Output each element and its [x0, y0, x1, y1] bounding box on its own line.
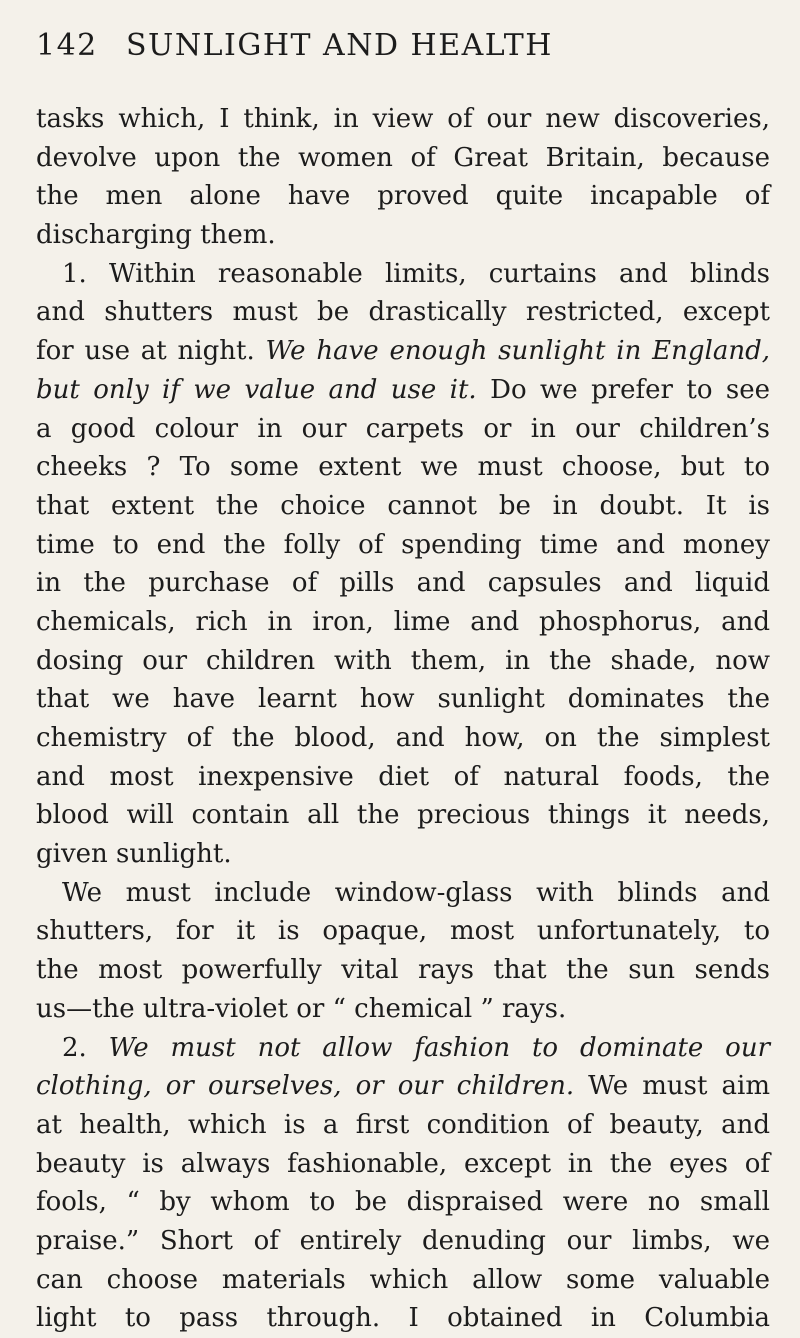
text-line: the men alone have proved quite incapable of [36, 177, 770, 216]
text-run: 2. [62, 1033, 109, 1063]
text-line: discharging them. [36, 216, 770, 255]
text-line: at health, which is a first condition of beauty, and [36, 1106, 770, 1145]
text-line: devolve upon the women of Great Britain, because [36, 139, 770, 178]
text-line [36, 371, 770, 410]
text-run: for use at night. [36, 336, 266, 366]
text-line: light to pass through. I obtained in Columbia [36, 1299, 770, 1338]
text-line [36, 1067, 770, 1106]
text-line: and shutters must be drastically restricted, except [36, 293, 770, 332]
text-line [36, 332, 770, 371]
text-line: beauty is always fashionable, except in the eyes of [36, 1145, 770, 1184]
paragraph-4 [36, 1029, 770, 1338]
page-number: 142 [36, 28, 126, 63]
italic-run: We must not allow fashion to dominate our [109, 1033, 770, 1063]
text-line: that we have learnt how sunlight dominates the [36, 680, 770, 719]
running-title: SUNLIGHT AND HEALTH [126, 28, 770, 63]
text-line: tasks which, I think, in view of our new discoveries, [36, 100, 770, 139]
text-run: Do we prefer to see [477, 375, 770, 405]
text-line: and most inexpensive diet of natural foods, the [36, 758, 770, 797]
text-line: dosing our children with them, in the shade, now [36, 642, 770, 681]
text-line: us—the ultra-violet or “ chemical ” rays. [36, 990, 770, 1029]
text-line: can choose materials which allow some valuable [36, 1261, 770, 1300]
text-line: time to end the folly of spending time and money [36, 526, 770, 565]
text-line: that extent the choice cannot be in doubt. It is [36, 487, 770, 526]
italic-run: but only if we value and use it. [36, 375, 477, 405]
text-line: praise.” Short of entirely denuding our limbs, we [36, 1222, 770, 1261]
running-head [36, 28, 770, 80]
body-text [36, 100, 770, 1338]
text-line: chemicals, rich in iron, lime and phosphorus, and [36, 603, 770, 642]
italic-run: clothing, or ourselves, or our children. [36, 1071, 574, 1101]
text-line: chemistry of the blood, and how, on the simplest [36, 719, 770, 758]
text-line: 1. Within reasonable limits, curtains and blinds [36, 255, 770, 294]
text-line: the most powerfully vital rays that the sun sends [36, 951, 770, 990]
text-line: a good colour in our carpets or in our children’s [36, 410, 770, 449]
paragraph-1 [36, 100, 770, 255]
text-run: We must aim [574, 1071, 770, 1101]
paragraph-3 [36, 874, 770, 1029]
text-line: given sunlight. [36, 835, 770, 874]
text-line: cheeks ? To some extent we must choose, but to [36, 448, 770, 487]
text-line: shutters, for it is opaque, most unfortunately, to [36, 912, 770, 951]
italic-run: We have enough sunlight in England, [266, 336, 770, 366]
paragraph-2 [36, 255, 770, 874]
text-line [36, 1029, 770, 1068]
text-line: fools, “ by whom to be dispraised were no small [36, 1183, 770, 1222]
text-line: in the purchase of pills and capsules and liquid [36, 564, 770, 603]
text-line: We must include window-glass with blinds and [36, 874, 770, 913]
text-line: blood will contain all the precious things it needs, [36, 796, 770, 835]
